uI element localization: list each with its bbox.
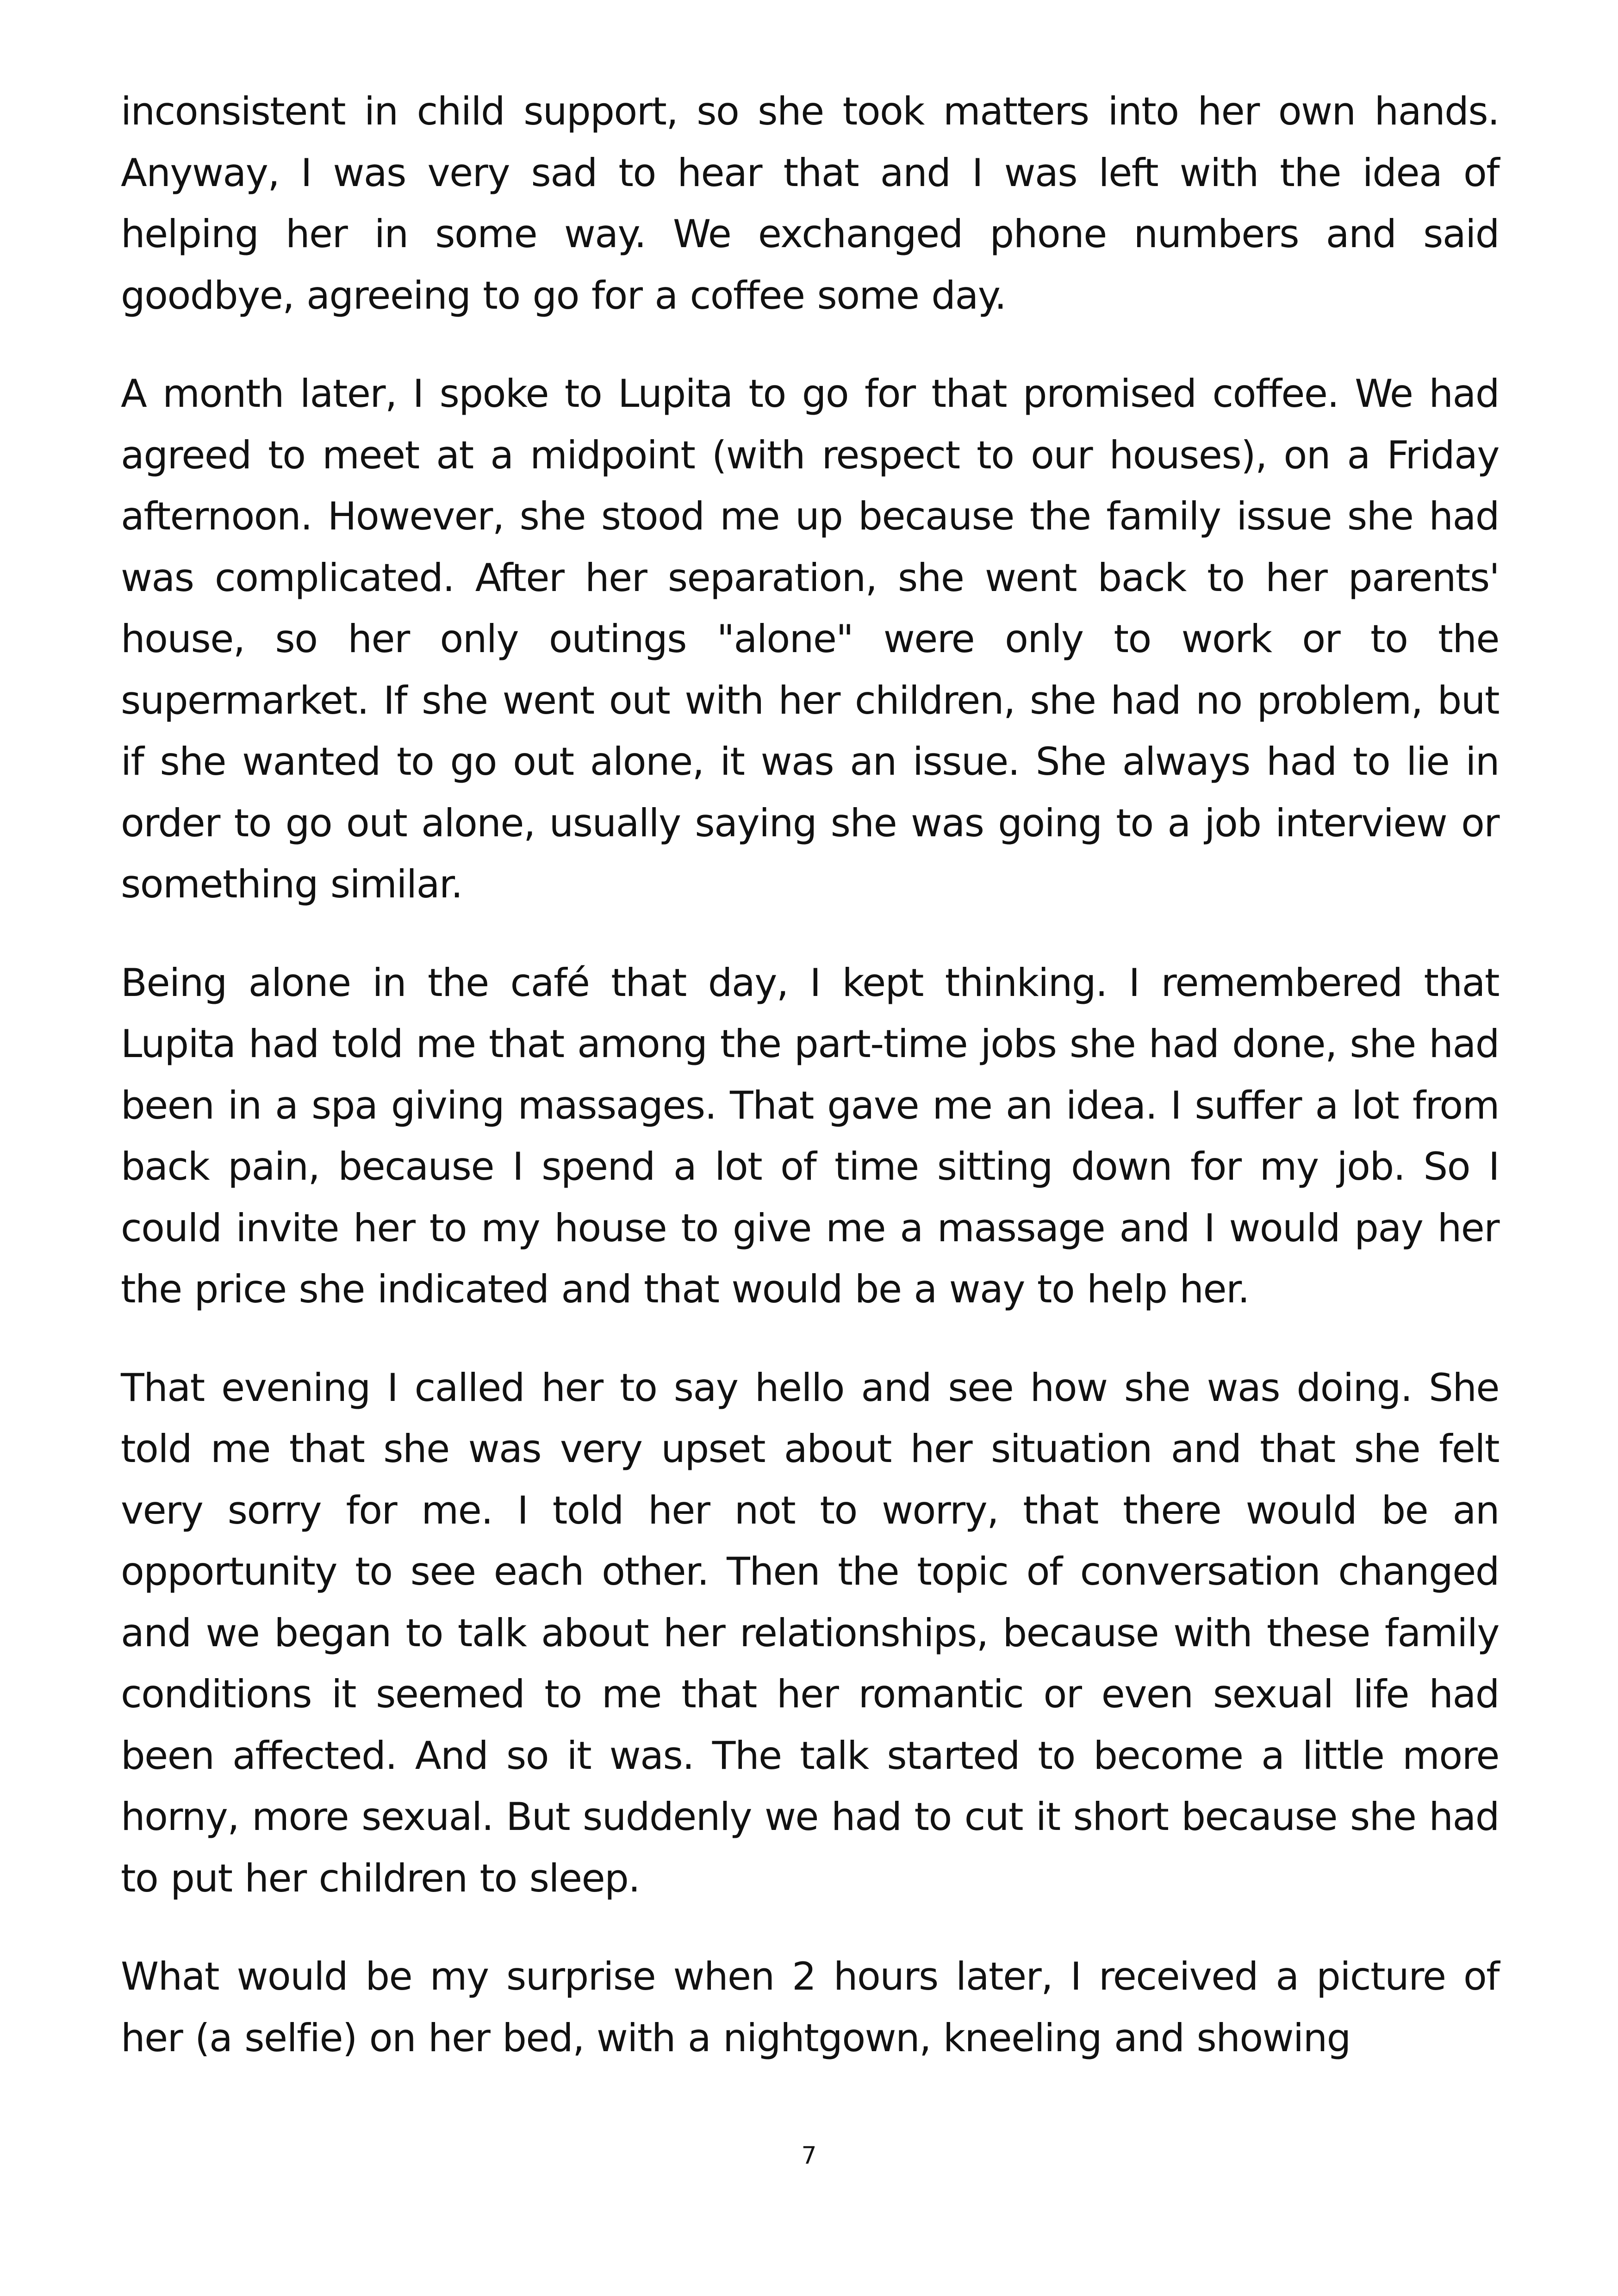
page-body bbox=[121, 81, 1499, 2069]
page-number: 7 bbox=[801, 2142, 817, 2170]
paragraph-4: That evening I called her to say hello and see how she was doing. She told me that she was very upset about her situation and that she felt very sorry for me. I told her not to worry, that there would be an opportunity to see each other. Then the topic of conversation changed and we began to talk about her relationships, because with these family conditions it seemed to me that her romantic or even sexual life had been affected. And so it was. The talk started to become a little more horny, more sexual. But suddenly we had to cut it short because she had to put her children to sleep. bbox=[121, 1365, 1499, 1901]
paragraph-3: Being alone in the café that day, I kept thinking. I remembered that Lupita had told me that among the part-time jobs she had done, she had been in a spa giving massages. That gave me an idea. I suffer a lot from back pain, because I spend a lot of time sitting down for my job. So I could invite her to my house to give me a massage and I would pay her the price she indicated and that would be a way to help her. bbox=[121, 960, 1499, 1312]
paragraph-5: What would be my surprise when 2 hours later, I received a picture of her (a selfie) on her bed, with a nightgown, kneeling and showing bbox=[121, 1954, 1499, 2060]
paragraph-2: A month later, I spoke to Lupita to go for that promised coffee. We had agreed to meet at a midpoint (with respect to our houses), on a Friday afternoon. However, she stood me up because the family issue she had was complicated. After her separation, she went back to her parents' house, so her only outings "alone" were only to work or to the supermarket. If she went out with her children, she had no problem, but if she wanted to go out alone, it was an issue. She always had to lie in order to go out alone, usually saying she was going to a job interview or something similar. bbox=[121, 371, 1499, 907]
paragraph-1: inconsistent in child support, so she took matters into her own hands. Anyway, I was very sad to hear that and I was left with the idea of helping her in some way. We exchanged phone numbers and said goodbye, agreeing to go for a coffee some day. bbox=[121, 89, 1499, 318]
